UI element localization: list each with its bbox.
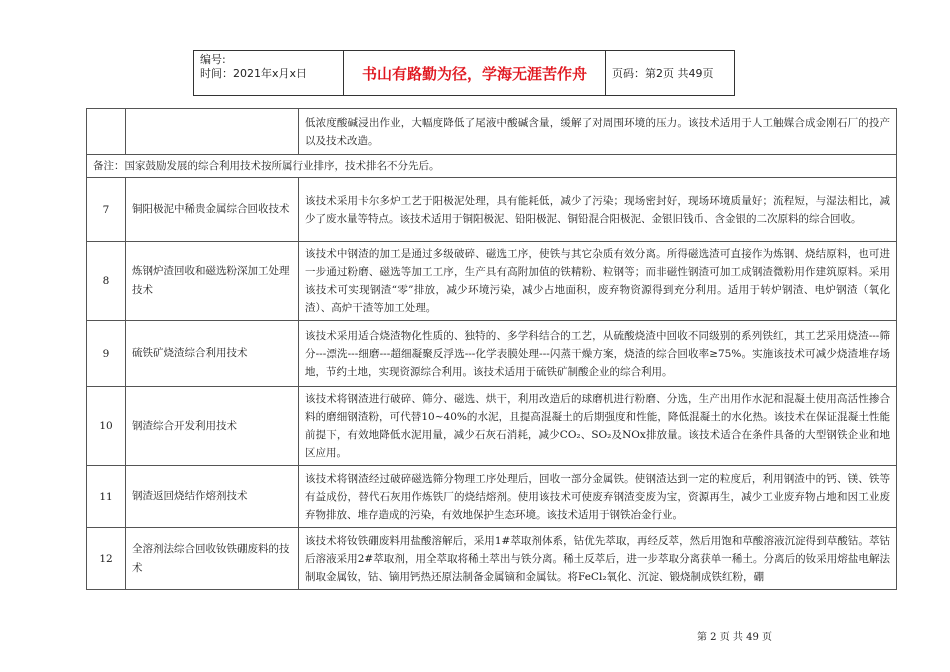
header-meta — [194, 51, 344, 95]
row-name: 铜阳极泥中稀贵金属综合回收技术 — [126, 178, 299, 242]
table-row — [87, 387, 897, 466]
row-number: 7 — [87, 178, 126, 242]
page-footer: 第 2 页 共 49 页 — [697, 632, 772, 643]
row-desc: 该技术采用适合烧渣物化性质的、独特的、多学科结合的工艺，从硫酸烧渣中回收不同级别的系列铁红，其工艺采用烧渣---筛分---漂洗---细磨---超细凝聚反浮选---化学表膜处理---闪蒸干燥方案，烧渣的综合回收率≥75%。实施该技术可减少烧渣堆存场地，节约土地，实现资源综合利用。该技术适用于硫铁矿制酸企业的综合利用。 — [299, 321, 897, 387]
row-name: 钢渣返回烧结作熔剂技术 — [126, 466, 299, 528]
technology-table — [86, 108, 897, 590]
row-number: 8 — [87, 242, 126, 321]
row-number-cell — [87, 109, 126, 155]
row-name: 炼钢炉渣回收和磁选粉深加工处理技术 — [126, 242, 299, 321]
row-desc: 该技术将钕铁硼废料用盐酸溶解后，采用1#萃取剂体系，钴优先萃取，再经反萃，然后用饱和草酸溶液沉淀得到草酸钴。萃钴后溶液采用2#萃取剂，用全萃取将稀土萃出与铁分离。稀土反萃后，进一步萃取分离获单一稀土。分离后的钕采用熔盐电解法制取金属钕，钴、镝用钙热还原法制备金属镝和金属钛。将FeCl₂氧化、沉淀、锻烧制成铁红粉，硼 — [299, 528, 897, 590]
table-row — [87, 321, 897, 387]
page-header — [193, 50, 735, 96]
table-row — [87, 242, 897, 321]
row-desc: 该技术采用卡尔多炉工艺于阳极泥处理，具有能耗低，减少了污染；现场密封好，现场环境质量好；流程短，与湿法相比，减少了废水量等特点。该技术适用于铜阳极泥、铅阳极泥、铜铅混合阳极泥、金银旧钱币、含金银的二次原料的综合回收。 — [299, 178, 897, 242]
table-row — [87, 109, 897, 155]
row-number: 9 — [87, 321, 126, 387]
row-number: 10 — [87, 387, 126, 466]
header-motto: 书山有路勤为径，学海无涯苦作舟 — [344, 51, 606, 95]
table-note: 备注：国家鼓励发展的综合利用技术按所属行业排序，技术排名不分先后。 — [87, 155, 897, 178]
table-row — [87, 178, 897, 242]
doc-time-label: 时间：2021年x月x日 — [200, 67, 308, 80]
row-number: 11 — [87, 466, 126, 528]
doc-number-label: 编号: — [200, 53, 226, 66]
row-desc: 该技术中钢渣的加工是通过多级破碎、磁选工序，使铁与其它杂质有效分离。所得磁选渣可直接作为炼钢、烧结原料，也可进一步通过粉磨、磁选等加工工序，生产具有高附加值的铁精粉、粒钢等；而非磁性钢渣可加工成钢渣微粉用作建筑原料。采用该技术可实现钢渣“零”排放，减少环境污染，减少占地面积，废弃物资源得到充分利用。适用于转炉钢渣、电炉钢渣（氧化渣）、高炉干渣等加工处理。 — [299, 242, 897, 321]
table-row — [87, 466, 897, 528]
row-name: 全溶剂法综合回收钕铁硼废料的技术 — [126, 528, 299, 590]
header-page-label: 页码：第2页 共49页 — [612, 67, 714, 80]
row-desc: 该技术将钢渣经过破碎磁选筛分物理工序处理后，回收一部分金属铁。使钢渣达到一定的粒度后，利用钢渣中的钙、镁、铁等有益成份，替代石灰用作炼铁厂的烧结熔剂。使用该技术可使废弃钢渣变废为宝，资源再生，减少工业废弃物占地和因工业废弃物排放、堆存造成的污染，有效地保护生态环境。该技术适用于钢铁冶金行业。 — [299, 466, 897, 528]
row-name: 硫铁矿烧渣综合利用技术 — [126, 321, 299, 387]
continuation-desc: 低浓度酸碱浸出作业，大幅度降低了尾液中酸碱含量，缓解了对周围环境的压力。该技术适用于人工触媒合成金刚石厂的投产以及技术改造。 — [299, 109, 897, 155]
table-row — [87, 528, 897, 590]
row-name: 钢渣综合开发利用技术 — [126, 387, 299, 466]
row-desc: 该技术将钢渣进行破碎、筛分、磁选、烘干，利用改造后的球磨机进行粉磨、分选，生产出用作水泥和混凝土使用高活性掺合料的磨细钢渣粉，可代替10~40%的水泥，且提高混凝土的后期强度和性能，降低混凝土的水化热。该技术在保证混凝土性能前提下，有效地降低水泥用量，减少石灰石消耗，减少CO₂、SO₂及NOx排放量。该技术适合在条件具备的大型钢铁企业和地区应用。 — [299, 387, 897, 466]
row-name-cell — [126, 109, 299, 155]
row-number: 12 — [87, 528, 126, 590]
note-row — [87, 155, 897, 178]
